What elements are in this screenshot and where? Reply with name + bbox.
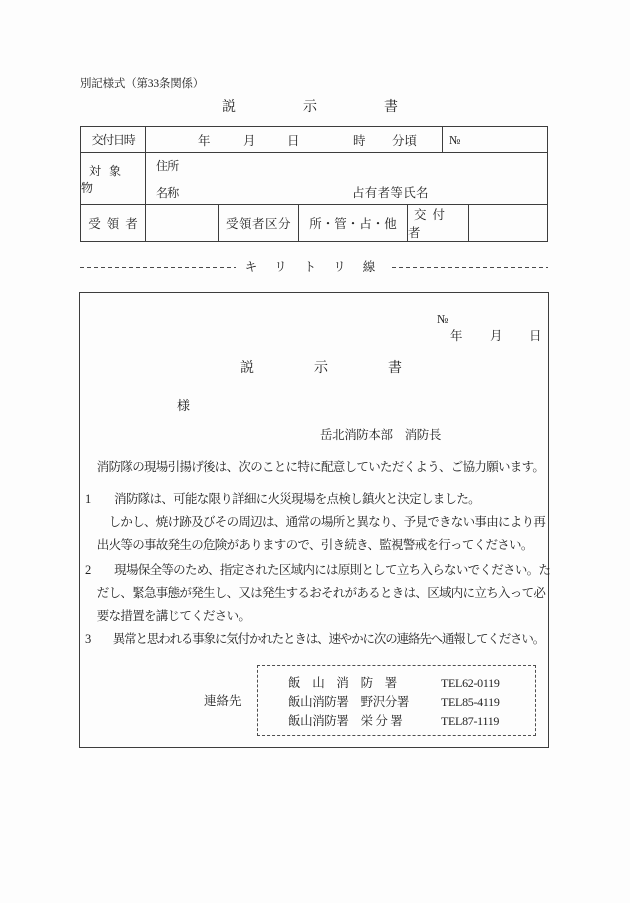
occupant-name-label: 占有者等氏名	[352, 186, 429, 201]
contact-name-3: 飯山消防署 栄 分 署	[288, 714, 403, 728]
contact-tel-3: TEL87-1119	[441, 714, 500, 728]
contact-tel-1: TEL62-0119	[441, 676, 500, 690]
recipient-category-options: 所・管・占・他	[309, 217, 397, 231]
table-row-recipient	[81, 205, 547, 241]
recipient-category-label-cell	[219, 205, 299, 241]
object-label-cell	[81, 153, 146, 204]
object-name-label: 名称	[156, 186, 179, 201]
intro-paragraph: 消防隊の現場引揚げ後は、次のことに特に配意していただくよう、ご協力願います。	[85, 460, 545, 474]
item-1-line-3: 出火等の事故発生の危険がありますので、引き続き、監視警戒を行ってください。	[85, 538, 533, 552]
issue-datetime-label-cell	[81, 127, 146, 152]
issuer-signature: 岳北消防本部 消防長	[320, 428, 442, 442]
issue-record-table	[80, 126, 548, 242]
addressee-sama-label: 様	[177, 398, 191, 413]
contact-label: 連絡先	[204, 694, 242, 708]
object-label: 対象物	[81, 163, 130, 195]
item-3-line-1: 3 異常と思われる事象に気付かれたときは、速やかに次の連絡先へ通報してください。	[85, 632, 545, 646]
notice-month-label: 月	[490, 329, 503, 343]
month-label: 月	[243, 134, 256, 148]
cut-line-dash-left	[80, 267, 236, 268]
notice-year-label: 年	[450, 329, 463, 343]
item-1-line-2: しかし、焼け跡及びその周辺は、通常の場所と異なり、予見できない事由により再	[85, 515, 546, 529]
notice-section	[79, 292, 549, 748]
notice-doc-number-label: №	[437, 312, 449, 326]
cut-line	[80, 260, 548, 274]
cut-line-dash-right	[392, 267, 548, 268]
contact-box	[257, 665, 536, 736]
notice-title: 説示書	[240, 361, 462, 376]
object-value-cell	[146, 153, 547, 204]
year-label: 年	[198, 134, 211, 148]
document-title-top: 説示書	[222, 100, 465, 115]
contact-name-2: 飯山消防署 野沢分署	[288, 695, 410, 709]
issuer-label: 交付者	[408, 208, 452, 240]
recipient-label: 受領者	[88, 217, 144, 231]
cut-line-label: キリトリ線	[244, 259, 393, 274]
table-row-issue-datetime	[81, 127, 547, 153]
recipient-value-cell	[146, 205, 219, 241]
doc-number-label: №	[449, 133, 461, 147]
day-label: 日	[287, 134, 300, 148]
contact-name-1: 飯 山 消 防 署	[288, 676, 397, 690]
object-address-label: 住所	[156, 159, 179, 174]
issuer-label-cell	[408, 205, 469, 241]
contact-tel-2: TEL85-4119	[441, 695, 500, 709]
item-2-line-2: だし、緊急事態が発生し、又は発生するおそれがあるときは、区域内に立ち入って必	[85, 586, 546, 600]
issue-datetime-label: 交付日時	[91, 133, 135, 148]
item-2-line-1: 2 現場保全等のため、指定された区域内には原則として立ち入らないでください。た	[85, 563, 551, 577]
table-row-object	[81, 153, 547, 205]
form-note: 別記様式（第33条関係）	[80, 78, 205, 90]
recipient-category-label: 受領者区分	[225, 217, 291, 231]
item-1-line-1: 1 消防隊は、可能な限り詳細に火災現場を点検し鎮火と決定しました。	[85, 492, 480, 506]
issuer-value-cell	[469, 205, 547, 241]
issue-datetime-value-cell	[146, 127, 443, 152]
recipient-category-options-cell	[299, 205, 408, 241]
item-2-line-3: 要な措置を講じてください。	[85, 609, 251, 623]
minute-label: 分頃	[392, 134, 418, 148]
doc-number-cell	[443, 127, 547, 152]
notice-day-label: 日	[529, 329, 542, 343]
hour-label: 時	[353, 134, 366, 148]
recipient-label-cell	[81, 205, 146, 241]
